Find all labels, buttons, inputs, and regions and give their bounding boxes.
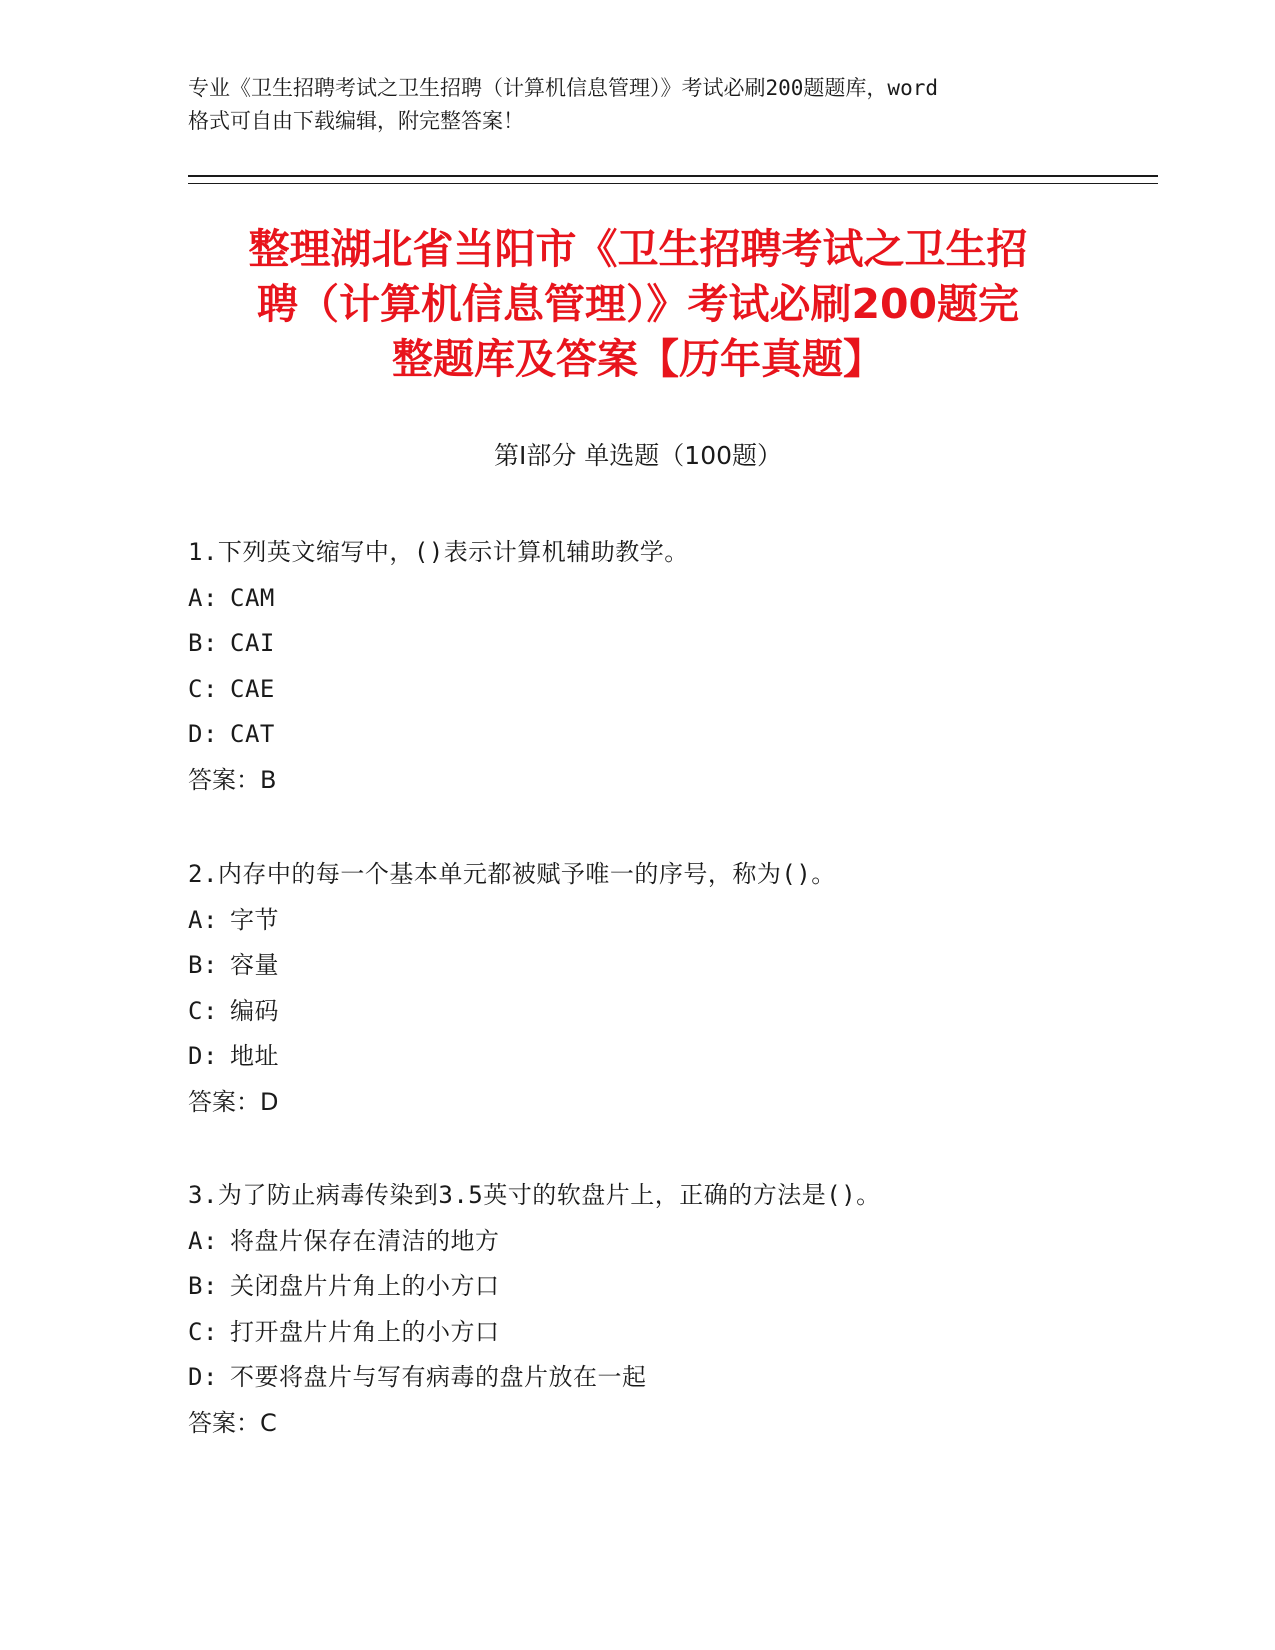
header-divider-thin (188, 183, 1158, 184)
option-letter: B: (188, 629, 218, 657)
option-b (188, 943, 1168, 989)
question-text: 1.下列英文缩写中，()表示计算机辅助教学。 (188, 538, 689, 566)
option-b (188, 621, 1168, 667)
option-a (188, 576, 1168, 622)
option-letter: C: (188, 674, 218, 703)
question-2 (188, 852, 1168, 1125)
section-title: 第Ⅰ部分 单选题（100题） (493, 441, 783, 470)
option-letter: D: (188, 720, 218, 748)
option-letter: B: (188, 951, 218, 979)
header-note-line-2: 格式可自由下载编辑，附完整答案！ (188, 109, 524, 133)
option-letter: D: (188, 1363, 218, 1391)
option-text: CAT (230, 720, 275, 748)
option-d (188, 1034, 1168, 1080)
document-title-line-2: 聘（计算机信息管理）》考试必刷200题完 (256, 280, 1020, 328)
option-letter: D: (188, 1042, 218, 1070)
option-letter: C: (188, 1317, 218, 1346)
option-d (188, 712, 1168, 758)
document-title (188, 222, 1088, 387)
answer: 答案：C (188, 1408, 277, 1437)
document-title-line-3: 整题库及答案【历年真题】 (392, 335, 884, 383)
option-d (188, 1355, 1168, 1401)
question-1 (188, 530, 1168, 803)
option-text: CAM (230, 583, 275, 612)
header-note (188, 72, 1088, 138)
option-text: 不要将盘片与写有病毒的盘片放在一起 (230, 1363, 647, 1391)
header-divider-thick (188, 175, 1158, 177)
option-a (188, 898, 1168, 944)
option-text: 打开盘片片角上的小方口 (230, 1317, 500, 1346)
header-note-line-1: 专业《卫生招聘考试之卫生招聘（计算机信息管理）》考试必刷200题题库，word (188, 76, 938, 100)
option-text: 编码 (230, 996, 279, 1025)
question-3 (188, 1173, 1168, 1446)
option-text: 地址 (230, 1042, 279, 1070)
option-text: 字节 (230, 905, 279, 934)
option-text: CAI (230, 629, 275, 657)
answer: 答案：D (188, 1087, 279, 1116)
option-b (188, 1264, 1168, 1310)
question-text: 3.为了防止病毒传染到3.5英寸的软盘片上，正确的方法是()。 (188, 1181, 881, 1209)
option-text: CAE (230, 674, 275, 703)
question-text: 2.内存中的每一个基本单元都被赋予唯一的序号，称为()。 (188, 860, 836, 888)
document-title-line-1: 整理湖北省当阳市《卫生招聘考试之卫生招 (248, 225, 1028, 273)
option-letter: A: (188, 1226, 218, 1255)
option-letter: A: (188, 905, 218, 934)
option-a (188, 1219, 1168, 1265)
option-text: 关闭盘片片角上的小方口 (230, 1272, 500, 1300)
option-c (188, 667, 1168, 713)
option-letter: B: (188, 1272, 218, 1300)
option-text: 将盘片保存在清洁的地方 (230, 1226, 500, 1255)
option-c (188, 1310, 1168, 1356)
answer: 答案：B (188, 765, 277, 794)
option-c (188, 989, 1168, 1035)
option-text: 容量 (230, 951, 279, 979)
option-letter: C: (188, 996, 218, 1025)
option-letter: A: (188, 583, 218, 612)
